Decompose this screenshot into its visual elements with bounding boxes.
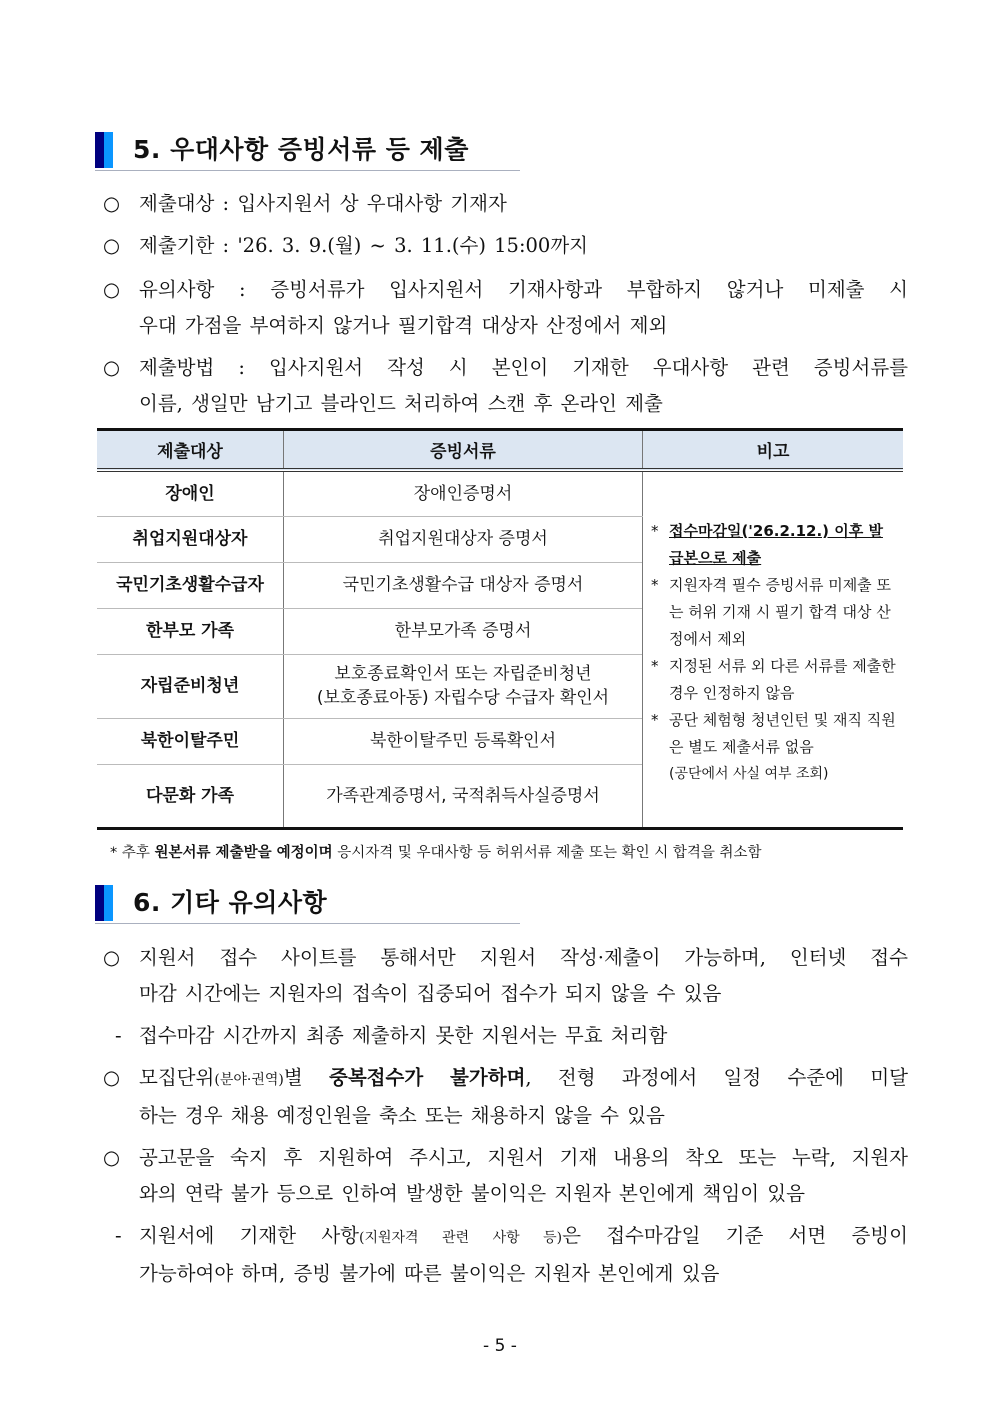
note-sub: (공단에서 사실 여부 조회)	[669, 766, 829, 782]
note-item: * 지원자격 필수 증빙서류 미제출 또는 허위 기재 시 필기 합격 대상 산정에서 제외	[651, 576, 891, 648]
remarks-cell	[643, 470, 904, 828]
circle-bullet-icon: ○	[103, 946, 121, 969]
heading-bar-dark	[95, 132, 104, 168]
note-item: * 접수마감일('26.2.12.) 이후 발급본으로 제출	[651, 522, 883, 567]
list-item: ○ 모집단위(분야·권역)별 중복접수가 불가하며, 전형 과정에서 일정 수준에 미달 하는 경우 채용 예정인원을 축소 또는 채용하지 않을 수 있음	[103, 1060, 908, 1134]
heading-bar-light	[104, 885, 113, 921]
list-item: - 지원서에 기재한 사항(지원자격 관련 사항 등)은 접수마감일 기준 서면 증빙이 가능하여야 하며, 증빙 불가에 따른 불이익은 지원자 본인에게 있음	[103, 1218, 908, 1292]
table-row: 국민기초생활수급자 국민기초생활수급 대상자 증명서	[97, 562, 903, 608]
table-row: 다문화 가족 가족관계증명서, 국적취득사실증명서	[97, 764, 903, 828]
circle-bullet-icon: ○	[103, 234, 121, 257]
circle-bullet-icon: ○	[103, 356, 121, 379]
list-item: ○ 공고문을 숙지 후 지원하여 주시고, 지원서 기재 내용의 착오 또는 누락, 지원자 와의 연락 불가 등으로 인하여 발생한 불이익은 지원자 본인에게 책임이 있음	[103, 1140, 908, 1212]
note-item: * 지정된 서류 외 다른 서류를 제출한 경우 인정하지 않음	[651, 657, 896, 702]
dash-bullet-icon: -	[115, 1024, 122, 1047]
list-item: ○ 제출방법 : 입사지원서 작성 시 본인이 기재한 우대사항 관련 증빙서류를 이름, 생일만 남기고 블라인드 처리하여 스캔 후 온라인 제출	[103, 350, 908, 422]
header-remarks: 비고	[643, 430, 904, 471]
section-5-title: 5. 우대사항 증빙서류 등 제출	[133, 135, 469, 164]
list-item: ○ 제출기한 : '26. 3. 9.(월) ~ 3. 11.(수) 15:00까지	[103, 228, 908, 264]
page-number: - 5 -	[483, 1336, 517, 1356]
documents-table	[97, 428, 903, 830]
table-row: 한부모 가족 한부모가족 증명서	[97, 608, 903, 654]
section-5-heading	[95, 130, 520, 171]
section-6-title: 6. 기타 유의사항	[133, 888, 328, 917]
table-row: 북한이탈주민 북한이탈주민 등록확인서	[97, 718, 903, 764]
header-category: 제출대상	[97, 430, 284, 471]
circle-bullet-icon: ○	[103, 278, 121, 301]
heading-bar-light	[104, 132, 113, 168]
table-header-row	[97, 430, 903, 471]
dash-bullet-icon: -	[115, 1224, 122, 1247]
list-item: ○ 지원서 접수 사이트를 통해서만 지원서 작성·제출이 가능하며, 인터넷 접수 마감 시간에는 지원자의 접속이 집중되어 접수가 되지 않을 수 있음	[103, 940, 908, 1012]
circle-bullet-icon: ○	[103, 192, 121, 215]
circle-bullet-icon: ○	[103, 1146, 121, 1169]
header-documents: 증빙서류	[284, 430, 643, 471]
circle-bullet-icon: ○	[103, 1066, 121, 1089]
table-footnote: * 추후 원본서류 제출받을 예정이며 응시자격 및 우대사항 등 허위서류 제출 또는 확인 시 합격을 취소함	[110, 845, 762, 861]
list-item: ○ 제출대상 : 입사지원서 상 우대사항 기재자	[103, 186, 908, 222]
table-row: 자립준비청년 보호종료확인서 또는 자립준비청년 (보호종료아동) 자립수당 수급자 확인서	[97, 654, 903, 718]
section-6-heading	[95, 883, 520, 924]
heading-bar-dark	[95, 885, 104, 921]
table-row: 장애인 장애인증명서 * 접수마감일('26.2.12.) 이후 발급본으로 제출 * 지원자격 필수 증빙서류 미제출 또는 허위 기재 시 필기 합격 대상 산정에서 제외 * 지정된 서류 외 다른 서류를 제출한 경우 인정하지 않음 * 공단 체험형 청년인턴 및 재직 직원은 별도 제출서류 없음 (공단에서 사실 여부 조회)	[97, 470, 903, 516]
list-item: - 접수마감 시간까지 최종 제출하지 못한 지원서는 무효 처리함	[103, 1018, 908, 1054]
list-item: ○ 유의사항 : 증빙서류가 입사지원서 기재사항과 부합하지 않거나 미제출 시 우대 가점을 부여하지 않거나 필기합격 대상자 산정에서 제외	[103, 272, 908, 344]
table-row: 취업지원대상자 취업지원대상자 증명서	[97, 516, 903, 562]
note-item: * 공단 체험형 청년인턴 및 재직 직원은 별도 제출서류 없음	[651, 711, 896, 756]
